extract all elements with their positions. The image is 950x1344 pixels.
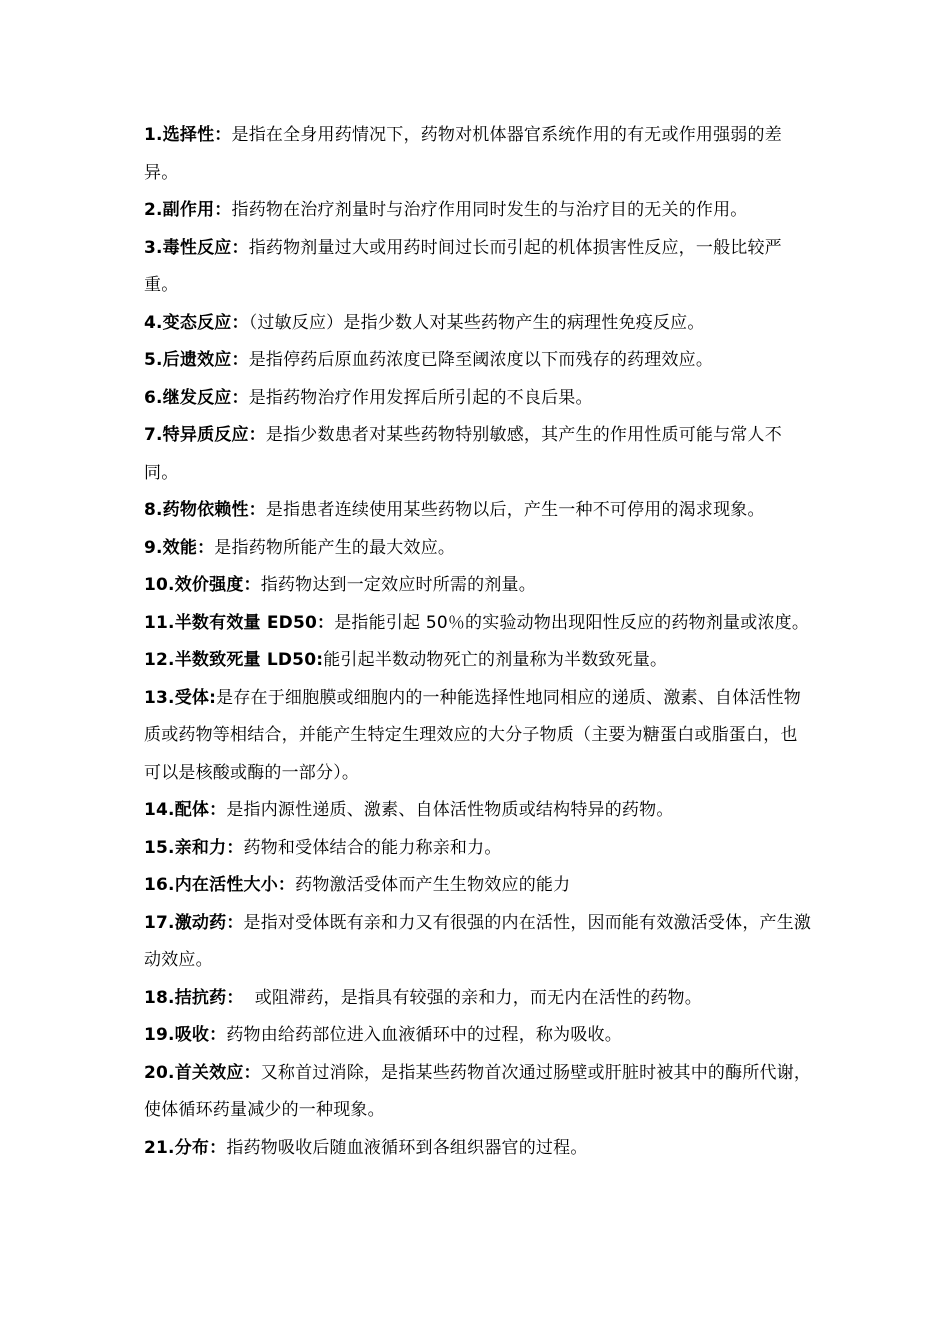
glossary-entry (144, 830, 812, 868)
glossary-definition: 是指在全身用药情况下，药物对机体器官系统作用的有无或作用强弱的差异。 (144, 125, 782, 183)
glossary-term: 12.半数致死量 LD50: (144, 650, 324, 670)
glossary-entry (144, 1055, 812, 1130)
glossary-term: 16.内在活性大小： (144, 875, 296, 895)
glossary-term: 14.配体： (144, 800, 227, 820)
glossary-entry (144, 642, 812, 680)
glossary-term: 21.分布： (144, 1137, 227, 1158)
glossary-entry (144, 1130, 812, 1168)
glossary-definition: 是指药物所能产生的最大效应。 (214, 537, 456, 558)
glossary-definition: 能引起半数动物死亡的剂量称为半数致死量。 (323, 650, 668, 670)
glossary-term: 13.受体: (144, 687, 217, 708)
glossary-term: 3.毒性反应： (144, 237, 249, 258)
glossary-entry (144, 117, 812, 192)
glossary-definition: 是指患者连续使用某些药物以后，产生一种不可停用的渴求现象。 (265, 500, 765, 520)
glossary-entry (144, 905, 812, 980)
glossary-definition: 指药物在治疗剂量时与治疗作用同时发生的与治疗目的无关的作用。 (231, 200, 748, 220)
glossary-entry (144, 380, 812, 418)
glossary-entry (144, 305, 812, 343)
glossary-definition: 是指停药后原血药浓度已降至阈浓度以下而残存的药理效应。 (248, 350, 714, 370)
glossary-entry (144, 417, 812, 492)
glossary-definition: 指药物剂量过大或用药时间过长而引起的机体损害性反应，一般比较严重。 (144, 237, 782, 295)
glossary-term: 18.拮抗药： (144, 987, 244, 1008)
glossary-entry (144, 230, 812, 305)
glossary-definition: 药物和受体结合的能力称亲和力。 (243, 837, 502, 858)
glossary-entry (144, 342, 812, 380)
glossary-definition: （过敏反应）是指少数人对某些药物产生的病理性免疫反应。 (248, 312, 705, 333)
glossary-entry (144, 605, 812, 643)
glossary-definition: 又称首过消除，是指某些药物首次通过肠壁或肝脏时被其中的酶所代谢，使体循环药量减少的一种现象。 (144, 1062, 812, 1120)
glossary-definition: 是指少数患者对某些药物特别敏感，其产生的作用性质可能与常人不同。 (144, 425, 782, 483)
glossary-entry (144, 680, 812, 793)
glossary-term: 5.后遗效应： (144, 350, 249, 370)
glossary-definition: 药物由给药部位进入血液循环中的过程，称为吸收。 (226, 1025, 622, 1045)
glossary-entry (144, 792, 812, 830)
glossary-definition: 是指能引起 50％的实验动物出现阳性反应的药物剂量或浓度。 (334, 612, 810, 633)
glossary-definition: 是存在于细胞膜或细胞内的一种能选择性地同相应的递质、激素、自体活性物质或药物等相结合，并能产生特定生理效应的大分子物质（主要为糖蛋白或脂蛋白，也可以是核酸或酶的一部分）。 (144, 687, 801, 783)
glossary-term: 17.激动药： (144, 912, 244, 933)
glossary-entry (144, 567, 812, 605)
glossary-entry (144, 492, 812, 530)
glossary-definition: 是指药物治疗作用发挥后所引起的不良后果。 (248, 387, 593, 408)
glossary-term: 6.继发反应： (144, 387, 249, 408)
glossary-entry (144, 530, 812, 568)
glossary-entry (144, 980, 812, 1018)
glossary-list (144, 117, 812, 1167)
glossary-term: 20.首关效应： (144, 1062, 261, 1083)
glossary-term: 2.副作用： (144, 200, 232, 220)
glossary-term: 11.半数有效量 ED50： (144, 612, 335, 633)
glossary-term: 7.特异质反应： (144, 425, 266, 445)
glossary-term: 19.吸收： (144, 1025, 227, 1045)
glossary-definition: 指药物吸收后随血液循环到各组织器官的过程。 (226, 1137, 588, 1158)
glossary-term: 8.药物依赖性： (144, 500, 266, 520)
glossary-definition: 或阻滞药，是指具有较强的亲和力，而无内在活性的药物。 (243, 987, 702, 1008)
glossary-term: 1.选择性： (144, 125, 232, 145)
glossary-term: 15.亲和力： (144, 837, 244, 858)
glossary-definition: 药物激活受体而产生生物效应的能力 (295, 875, 571, 895)
glossary-term: 10.效价强度： (144, 575, 261, 595)
glossary-definition: 是指对受体既有亲和力又有很强的内在活性，因而能有效激活受体，产生激动效应。 (144, 912, 812, 970)
glossary-definition: 是指内源性递质、激素、自体活性物质或结构特异的药物。 (226, 800, 674, 820)
glossary-definition: 指药物达到一定效应时所需的剂量。 (260, 575, 536, 595)
glossary-entry (144, 192, 812, 230)
glossary-term: 9.效能： (144, 537, 215, 558)
glossary-entry (144, 1017, 812, 1055)
glossary-term: 4.变态反应： (144, 312, 249, 333)
glossary-entry (144, 867, 812, 905)
